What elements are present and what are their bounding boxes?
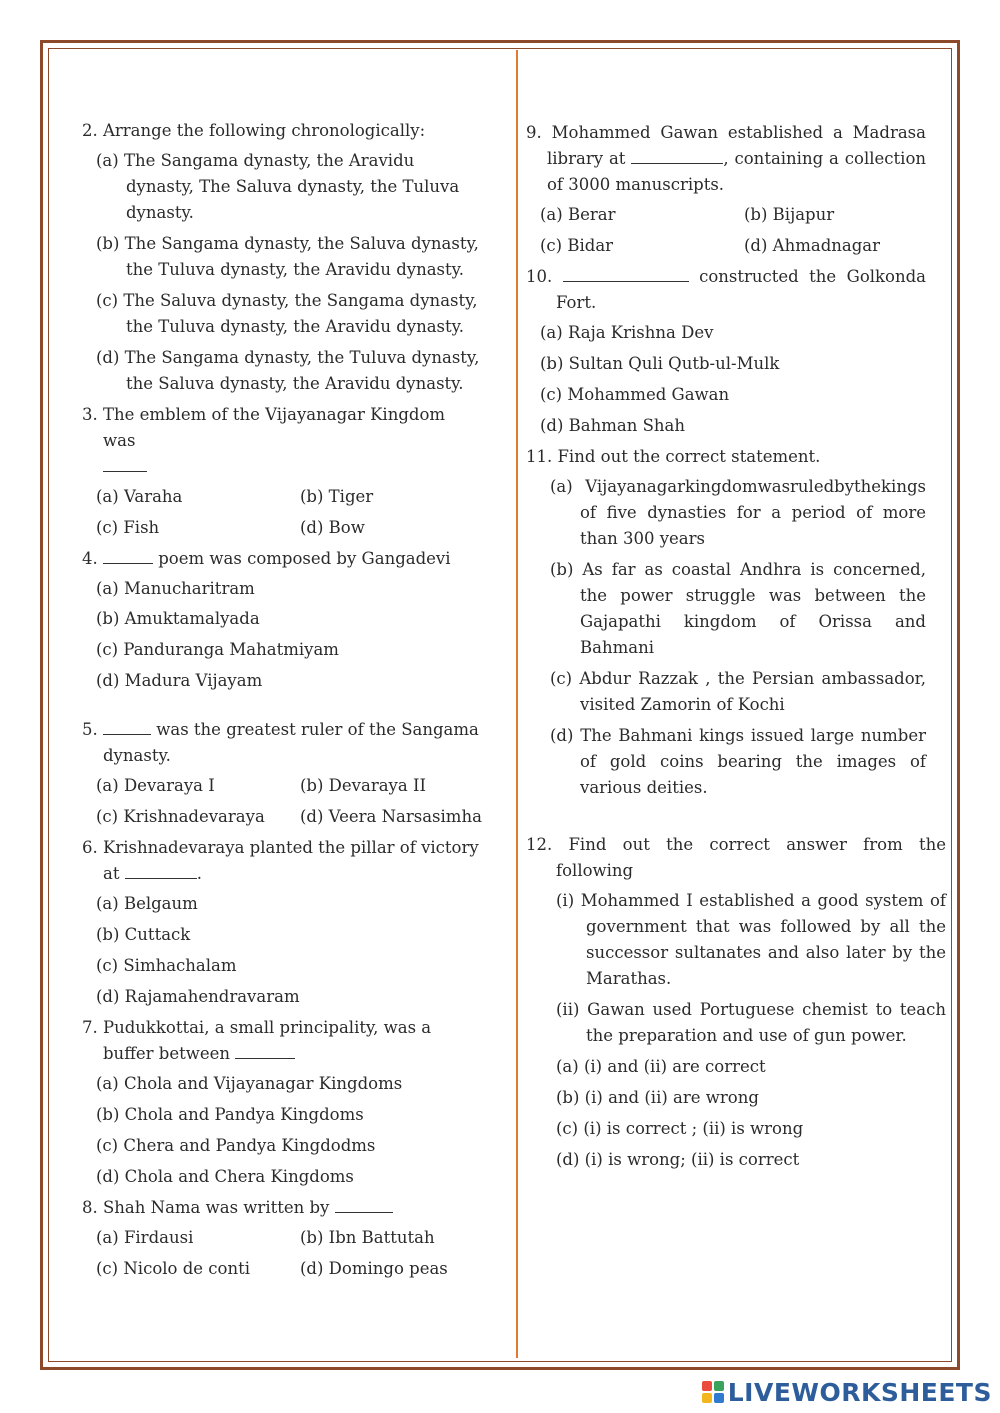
option-8c[interactable]: (c) Nicolo de conti <box>96 1259 250 1278</box>
options-row <box>96 773 482 799</box>
option-9d[interactable]: (d) Ahmadnagar <box>744 236 881 255</box>
liveworksheets-logo <box>702 1377 992 1407</box>
option-4a[interactable]: (a) Manucharitram <box>96 579 255 598</box>
options-row <box>540 202 926 228</box>
options-row <box>96 515 482 541</box>
option-3b[interactable]: (b) Tiger <box>300 487 374 506</box>
option-3c[interactable]: (c) Fish <box>96 518 160 537</box>
question-12: 12. Find out the correct answer from the following <box>526 835 946 880</box>
options-row <box>96 804 482 830</box>
question-8: 8. Shah Nama was written by <box>82 1195 482 1221</box>
option-5c[interactable]: (c) Krishnadevaraya <box>96 807 265 826</box>
option-8b[interactable]: (b) Ibn Battutah <box>300 1228 435 1247</box>
option-7c[interactable]: (c) Chera and Pandya Kingdodms <box>96 1136 376 1155</box>
answer-blank[interactable] <box>235 1044 295 1059</box>
option-11d[interactable]: (d) The Bahmani kings issued large number of gold coins bearing the images of various deities. <box>550 726 926 797</box>
option-2a[interactable]: (a) The Sangama dynasty, the Aravidu dynasty, The Saluva dynasty, the Tuluva dynasty. <box>96 151 460 222</box>
option-5b[interactable]: (b) Devaraya II <box>300 776 426 795</box>
option-10d[interactable]: (d) Bahman Shah <box>540 416 686 435</box>
option-3a[interactable]: (a) Varaha <box>96 487 183 506</box>
logo-text: LIVEWORKSHEETS <box>727 1377 992 1407</box>
answer-blank[interactable] <box>563 267 689 282</box>
question-3: 3. The emblem of the Vijayanagar Kingdom was <box>82 402 482 480</box>
question-5: 5. was the greatest ruler of the Sangama dynasty. <box>82 720 479 765</box>
option-7d[interactable]: (d) Chola and Chera Kingdoms <box>96 1167 354 1186</box>
option-2b[interactable]: (b) The Sangama dynasty, the Saluva dynasty, the Tuluva dynasty, the Aravidu dynasty. <box>96 234 479 279</box>
right-column <box>526 120 946 1178</box>
options-row <box>96 484 482 510</box>
answer-blank[interactable] <box>103 549 153 564</box>
statement-12-i: (i) Mohammed I established a good system of government that was followed by all the successor sultanates and also later by the Marathas. <box>556 891 946 988</box>
question-11: 11. Find out the correct statement. <box>526 447 821 466</box>
option-9b[interactable]: (b) Bijapur <box>744 205 835 224</box>
option-8d[interactable]: (d) Domingo peas <box>300 1259 448 1278</box>
option-11c[interactable]: (c) Abdur Razzak , the Persian ambassador, visited Zamorin of Kochi <box>550 669 926 714</box>
option-9c[interactable]: (c) Bidar <box>540 236 614 255</box>
option-10c[interactable]: (c) Mohammed Gawan <box>540 385 730 404</box>
option-11a[interactable]: (a) Vijayanagarkingdomwasruledbythekings of five dynasties for a period of more than 300 years <box>550 477 926 548</box>
option-12b[interactable]: (b) (i) and (ii) are wrong <box>556 1088 759 1107</box>
question-2: 2. Arrange the following chronologically: <box>82 121 426 140</box>
option-12d[interactable]: (d) (i) is wrong; (ii) is correct <box>556 1150 800 1169</box>
left-column <box>82 118 482 1287</box>
options-row <box>96 1256 482 1282</box>
option-12a[interactable]: (a) (i) and (ii) are correct <box>556 1057 766 1076</box>
option-10a[interactable]: (a) Raja Krishna Dev <box>540 323 714 342</box>
option-7a[interactable]: (a) Chola and Vijayanagar Kingdoms <box>96 1074 403 1093</box>
option-2d[interactable]: (d) The Sangama dynasty, the Tuluva dynasty, the Saluva dynasty, the Aravidu dynasty. <box>96 348 480 393</box>
answer-blank[interactable] <box>335 1198 393 1213</box>
option-4b[interactable]: (b) Amuktamalyada <box>96 609 260 628</box>
options-row <box>96 1225 482 1251</box>
option-7b[interactable]: (b) Chola and Pandya Kingdoms <box>96 1105 364 1124</box>
option-9a[interactable]: (a) Berar <box>540 205 616 224</box>
option-11b[interactable]: (b) As far as coastal Andhra is concerned, the power struggle was between the Gajapathi kingdom of Orissa and Bahmani <box>550 560 926 657</box>
option-6b[interactable]: (b) Cuttack <box>96 925 191 944</box>
option-2c[interactable]: (c) The Saluva dynasty, the Sangama dynasty, the Tuluva dynasty, the Aravidu dynasty. <box>96 291 478 336</box>
statement-12-ii: (ii) Gawan used Portuguese chemist to teach the preparation and use of gun power. <box>556 1000 946 1045</box>
option-5a[interactable]: (a) Devaraya I <box>96 776 215 795</box>
answer-blank[interactable] <box>125 864 197 879</box>
option-3d[interactable]: (d) Bow <box>300 518 365 537</box>
option-6c[interactable]: (c) Simhachalam <box>96 956 237 975</box>
column-divider <box>516 50 518 1358</box>
logo-mark-icon <box>702 1381 724 1403</box>
answer-blank[interactable] <box>103 720 151 735</box>
question-6: 6. Krishnadevaraya planted the pillar of victory at . <box>82 838 479 883</box>
option-4c[interactable]: (c) Panduranga Mahatmiyam <box>96 640 339 659</box>
spacer <box>526 806 926 832</box>
question-7: 7. Pudukkottai, a small principality, was a buffer between <box>82 1018 432 1063</box>
option-10b[interactable]: (b) Sultan Quli Qutb-ul-Mulk <box>540 354 780 373</box>
question-4: 4. poem was composed by Gangadevi <box>82 549 451 568</box>
options-row <box>540 233 926 259</box>
question-9: 9. Mohammed Gawan established a Madrasa library at , containing a collection of 3000 manuscripts. <box>526 123 927 194</box>
answer-blank[interactable] <box>103 457 147 472</box>
option-8a[interactable]: (a) Firdausi <box>96 1228 194 1247</box>
option-6a[interactable]: (a) Belgaum <box>96 894 198 913</box>
option-5d[interactable]: (d) Veera Narsasimha <box>300 807 482 826</box>
question-10: 10. constructed the Golkonda Fort. <box>526 267 926 312</box>
option-6d[interactable]: (d) Rajamahendravaram <box>96 987 300 1006</box>
spacer <box>82 699 482 717</box>
option-4d[interactable]: (d) Madura Vijayam <box>96 671 263 690</box>
answer-blank[interactable] <box>631 149 723 164</box>
option-12c[interactable]: (c) (i) is correct ; (ii) is wrong <box>556 1119 804 1138</box>
